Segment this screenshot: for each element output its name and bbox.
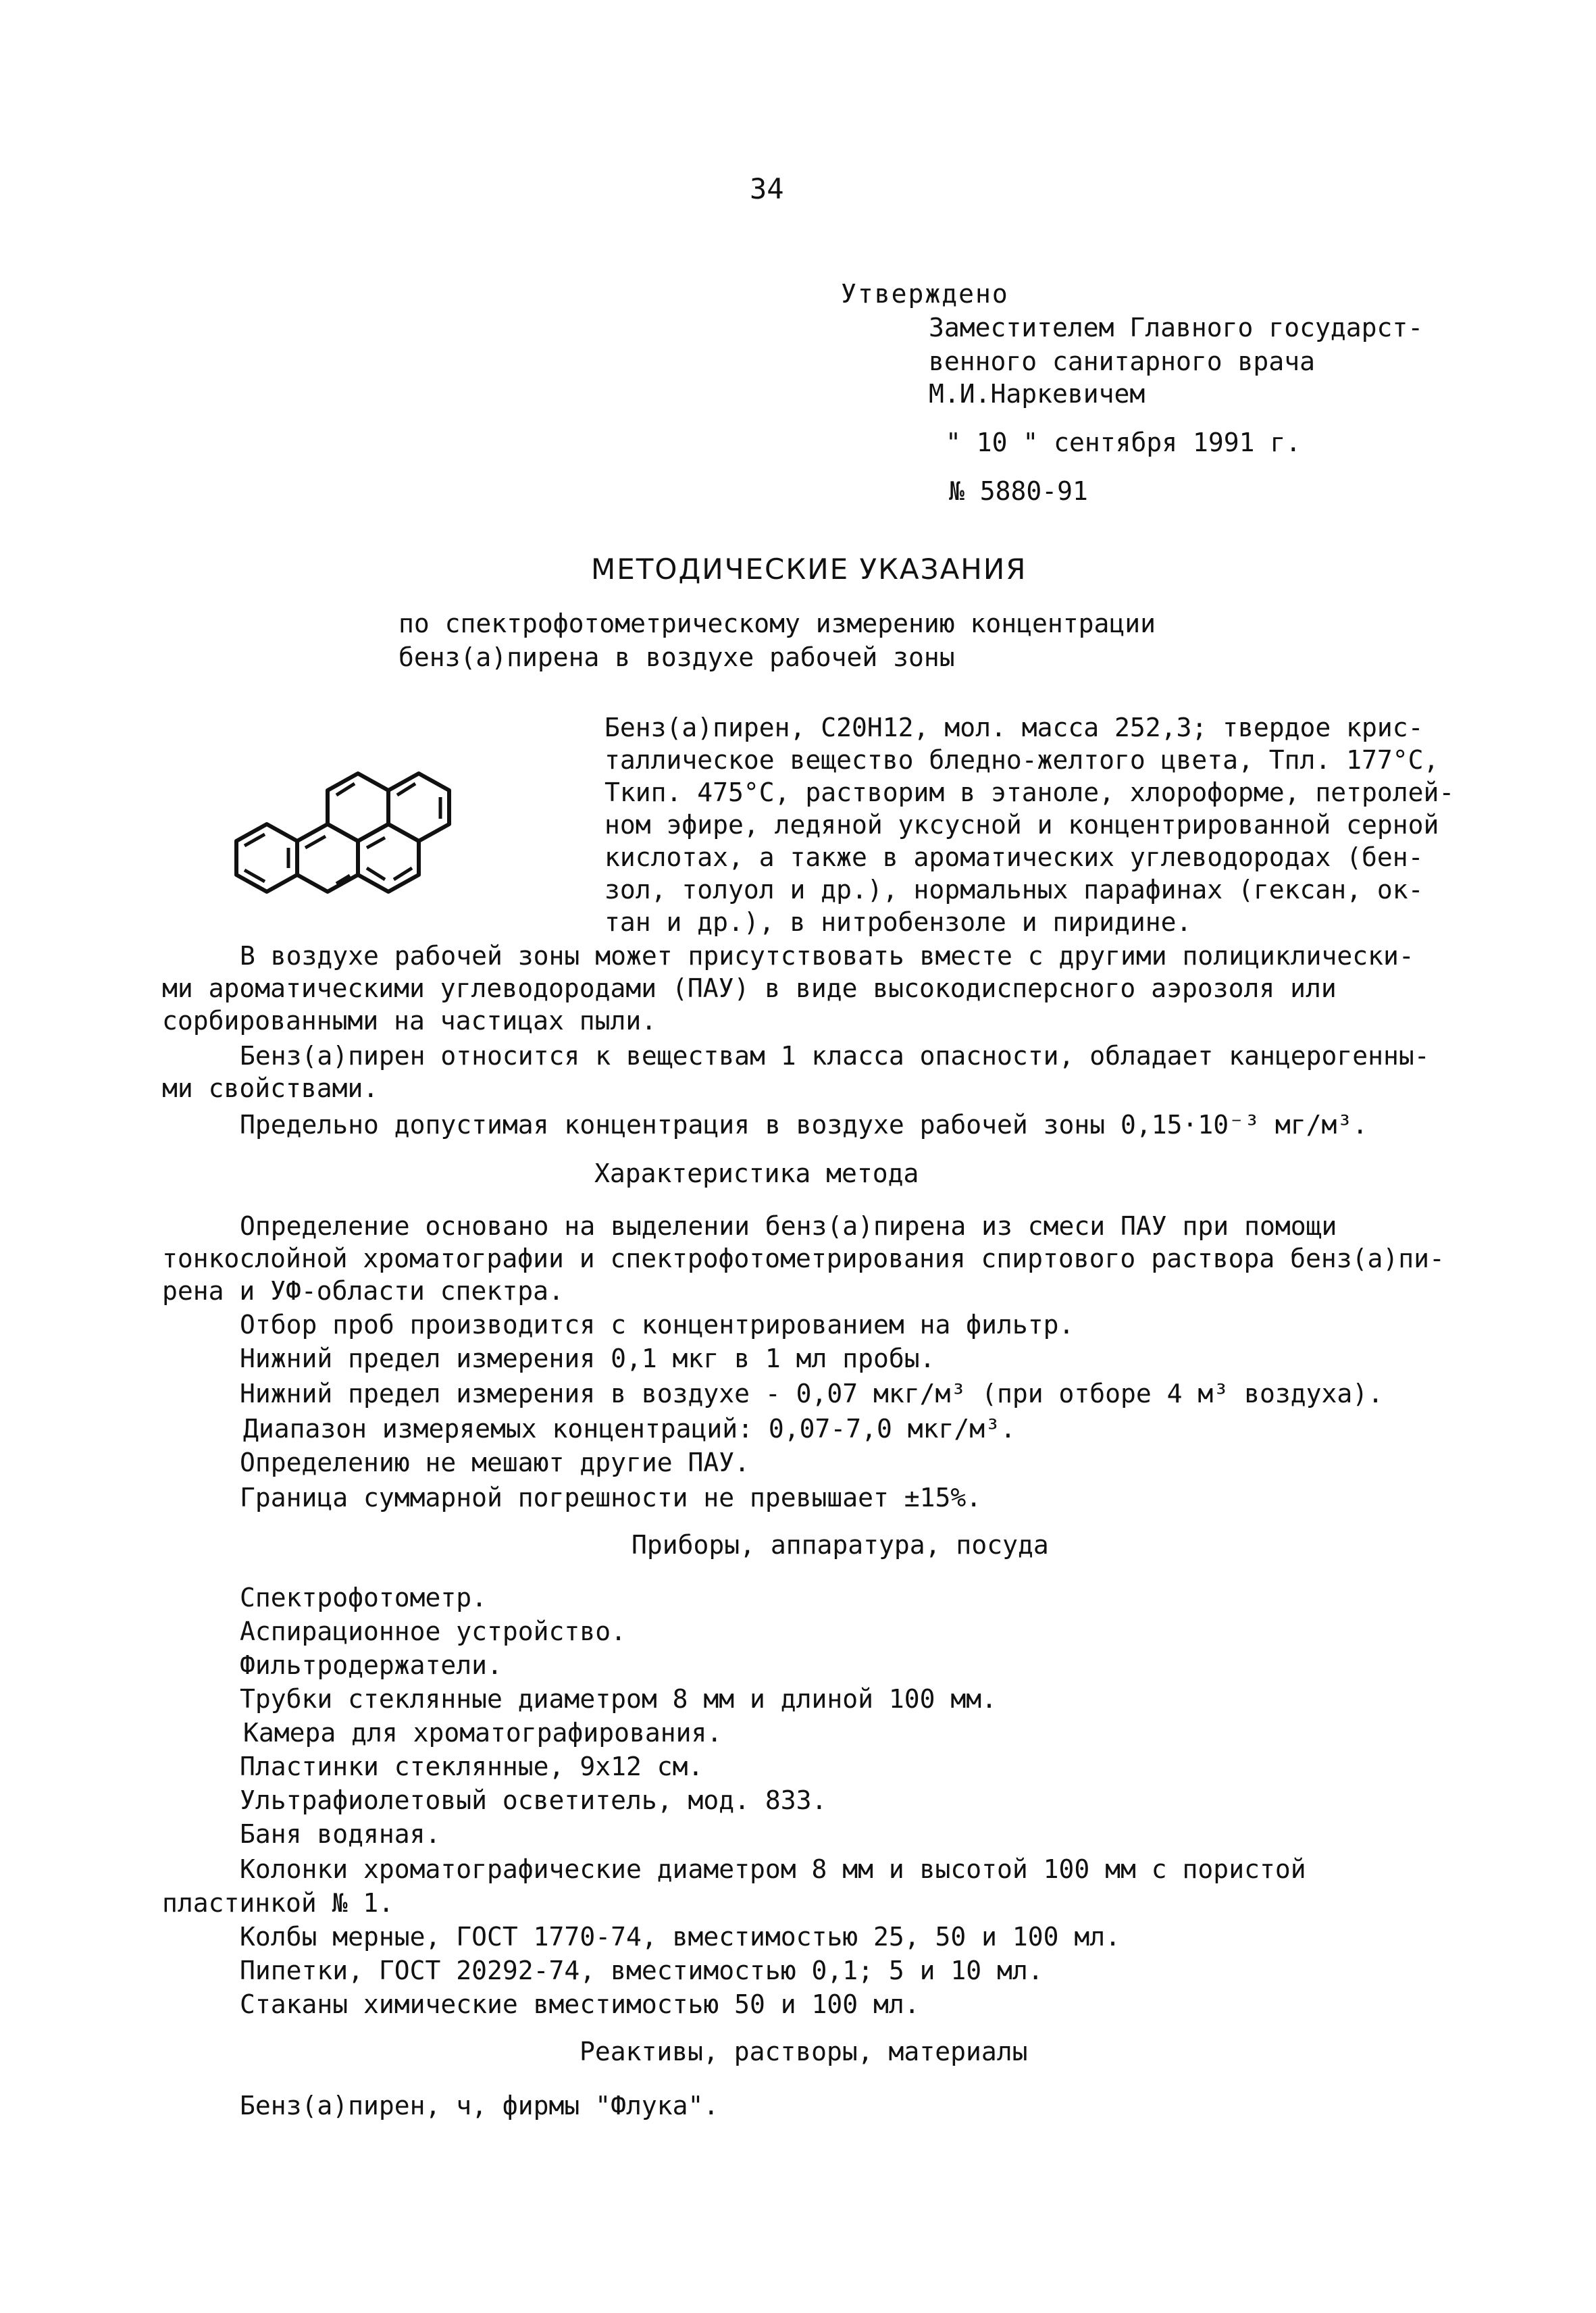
equipment-line: Ультрафиолетовый осветитель, мод. 833. [240, 1785, 827, 1815]
method-line: Определение основано на выделении бенз(а)пирена из смеси ПАУ при помощи [240, 1211, 1337, 1241]
equipment-line: Камера для хроматографирования. [243, 1718, 723, 1748]
section-heading-method: Характеристика метода [594, 1159, 919, 1188]
equipment-line: Колонки хроматографические диаметром 8 мм и высотой 100 мм с пористой [240, 1854, 1306, 1884]
description-line: таллическое вещество бледно-желтого цвета, Тпл. 177°С, [604, 745, 1439, 775]
body-line: Предельно допустимая концентрация в воздухе рабочей зоны 0,15·10⁻³ мг/м³. [240, 1110, 1368, 1140]
method-line: рена и УФ-области спектра. [162, 1276, 564, 1306]
approval-line: венного санитарного врача [929, 347, 1315, 376]
description-line: тан и др.), в нитробензоле и пиридине. [604, 907, 1192, 937]
body-line: ми свойствами. [162, 1073, 379, 1103]
equipment-line: Фильтродержатели. [240, 1650, 503, 1680]
document-title: МЕТОДИЧЕСКИЕ УКАЗАНИЯ [591, 553, 1027, 586]
equipment-line: Пипетки, ГОСТ 20292-74, вместимостью 0,1; 5 и 10 мл. [240, 1956, 1044, 1985]
approval-line: Утверждено [841, 279, 1009, 309]
body-line: сорбированными на частицах пыли. [162, 1006, 657, 1036]
benzopyrene-structure-diagram [223, 730, 540, 932]
approval-line: Заместителем Главного государст- [929, 313, 1424, 342]
approval-date: " 10 " сентября 1991 г. [946, 428, 1302, 457]
subtitle-line: по спектрофотометрическому измерению концентрации [398, 609, 1156, 638]
method-line: Нижний предел измерения в воздухе - 0,07 мкг/м³ (при отборе 4 м³ воздуха). [240, 1379, 1383, 1408]
method-line: Граница суммарной погрешности не превышает ±15%. [240, 1483, 982, 1513]
equipment-line: Стаканы химические вместимостью 50 и 100 мл. [240, 1989, 920, 2019]
equipment-line: Трубки стеклянные диаметром 8 мм и длиной 100 мм. [240, 1684, 998, 1714]
method-line: Нижний предел измерения 0,1 мкг в 1 мл пробы. [240, 1344, 935, 1373]
page-number: 34 [750, 172, 784, 205]
equipment-line: пластинкой № 1. [162, 1888, 394, 1918]
reagents-line: Бенз(а)пирен, ч, фирмы "Флука". [240, 2091, 719, 2120]
body-line: В воздухе рабочей зоны может присутствовать вместе с другими полициклически- [240, 941, 1414, 971]
description-line: Бенз(а)пирен, C20H12, мол. масса 252,3; твердое крис- [604, 713, 1424, 742]
equipment-line: Спектрофотометр. [240, 1583, 488, 1612]
equipment-line: Колбы мерные, ГОСТ 1770-74, вместимостью 25, 50 и 100 мл. [240, 1922, 1121, 1952]
approval-line: М.И.Наркевичем [929, 379, 1145, 409]
description-line: зол, толуол и др.), нормальных парафинах (гексан, ок- [604, 875, 1424, 905]
method-line: тонкослойной хроматографии и спектрофотометрирования спиртового раствора бенз(а)пи- [162, 1244, 1445, 1273]
equipment-line: Пластинки стеклянные, 9х12 см. [240, 1752, 704, 1781]
equipment-line: Баня водяная. [240, 1819, 441, 1849]
section-heading-equipment: Приборы, аппаратура, посуда [632, 1530, 1049, 1560]
method-line: Диапазон измеряемых концентраций: 0,07-7,0 мкг/м³. [243, 1414, 1016, 1444]
body-line: Бенз(а)пирен относится к веществам 1 класса опасности, обладает канцерогенны- [240, 1041, 1430, 1071]
body-line: ми ароматическими углеводородами (ПАУ) в виде высокодисперсного аэрозоля или [162, 973, 1337, 1003]
section-heading-reagents: Реактивы, растворы, материалы [580, 2037, 1028, 2066]
description-line: кислотах, а также в ароматических углеводородах (бен- [604, 842, 1424, 872]
method-line: Определению не мешают другие ПАУ. [240, 1448, 750, 1477]
approval-number: № 5880-91 [949, 476, 1088, 506]
method-line: Отбор проб производится с концентрированием на фильтр. [240, 1310, 1075, 1340]
equipment-line: Аспирационное устройство. [240, 1617, 626, 1646]
description-line: ном эфире, ледяной уксусной и концентрированной серной [604, 810, 1439, 840]
subtitle-line: бенз(а)пирена в воздухе рабочей зоны [398, 642, 955, 672]
description-line: Ткип. 475°С, растворим в этаноле, хлороформе, петролей- [604, 778, 1455, 807]
